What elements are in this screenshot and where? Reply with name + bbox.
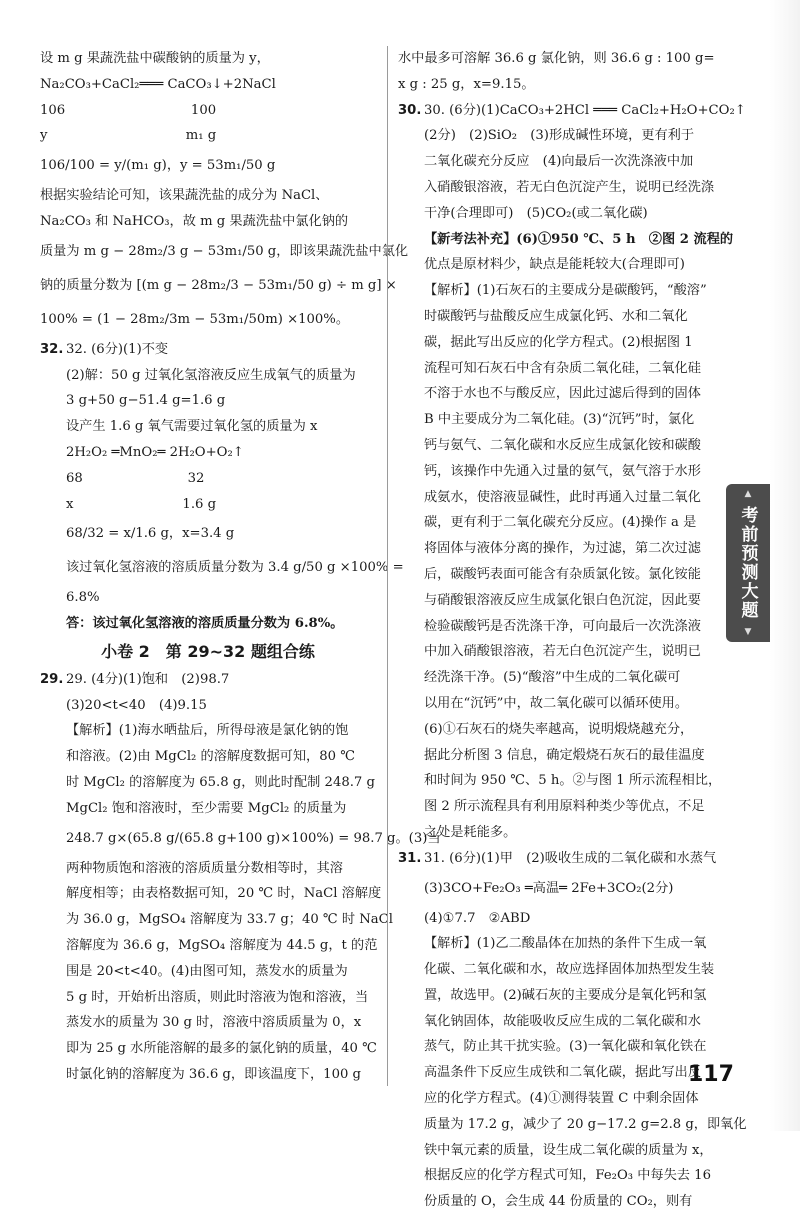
section-heading: 小卷 2 第 29~32 题组合练 bbox=[101, 641, 315, 661]
text-line: Na₂CO₃ 和 NaHCO₃，故 m g 果蔬洗盐中氯化钠的 bbox=[40, 213, 349, 229]
text-line: 之处是耗能多。 bbox=[424, 824, 517, 840]
text-line: 蒸发水的质量为 30 g 时，溶液中溶质质量为 0，x bbox=[66, 1015, 362, 1031]
question-text: 30. (6分)(1)CaCO₃+2HCl ═══ CaCl₂+H₂O+CO₂↑ bbox=[424, 102, 746, 118]
new-method-line: 【新考法补充】(6)①950 ℃、5 h ②图 2 流程的 bbox=[424, 231, 734, 247]
equation-line: (3)3CO+Fe₂O₃ ═高温═ 2Fe+3CO₂(2分) bbox=[424, 880, 674, 896]
equation-ratio-line: 68 32 bbox=[66, 470, 205, 486]
text-line: 3 g+50 g−51.4 g=1.6 g bbox=[66, 393, 226, 409]
text-line: (6)①石灰石的烧失率越高，说明煅烧越充分， bbox=[424, 721, 694, 737]
text-line: 碳，据此写出反应的化学方程式。(2)根据图 1 bbox=[424, 334, 693, 350]
text-line: MgCl₂ 饱和溶液时，至少需要 MgCl₂ 的质量为 bbox=[66, 800, 347, 816]
text-line: 检验碳酸钙是否洗涤干净，可向最后一次洗涤液 bbox=[424, 618, 701, 634]
question-32-header bbox=[40, 337, 376, 363]
text-line: 248.7 g×(65.8 g/(65.8 g+100 g)×100%) = 98.7 g。(3)当 bbox=[66, 830, 441, 846]
text-line: 流程可知石灰石中含有杂质二氧化硅，二氧化硅 bbox=[424, 360, 701, 376]
question-text: 31. (6分)(1)甲 (2)吸收生成的二氧化碳和水蒸气 bbox=[424, 850, 717, 866]
text-line: 以用在“沉钙”中，故二氧化碳可以循环使用。 bbox=[424, 695, 689, 711]
question-text: 29. (4分)(1)饱和 (2)98.7 bbox=[66, 671, 230, 687]
text-line: 与硝酸银溶液反应生成氯化银白色沉淀，因此要 bbox=[424, 592, 701, 608]
text-line: 100% = (1 − 28m₂/3m − 53m₁/50m) ×100%。 bbox=[40, 311, 350, 327]
analysis-line: 【解析】(1)石灰石的主要成分是碳酸钙，“酸溶” bbox=[424, 283, 707, 299]
text-line: 成氨水，使溶液显碱性，此时再通入过量二氧化 bbox=[424, 489, 701, 505]
equation-ratio-line: x 1.6 g bbox=[66, 496, 217, 512]
equation-line: 2H₂O₂ ═MnO₂═ 2H₂O+O₂↑ bbox=[66, 444, 244, 460]
text-line: 份质量的 O，会生成 44 份质量的 CO₂，则有 bbox=[424, 1194, 693, 1210]
equation-ratio-line: 106 100 bbox=[40, 102, 217, 118]
text-line: 氧化钠固体，故能吸收反应生成的二氧化碳和水 bbox=[424, 1013, 701, 1029]
triangle-up-icon: ▲ bbox=[744, 489, 752, 499]
text-line: 置，故选甲。(2)碱石灰的主要成分是氧化钙和氢 bbox=[424, 987, 707, 1003]
question-number: 31. bbox=[398, 850, 422, 866]
question-number: 29. bbox=[40, 671, 64, 687]
text-line: 不溶于水也不与酸反应，因此过滤后得到的固体 bbox=[424, 386, 701, 402]
equation-line: Na₂CO₃+CaCl₂═══ CaCO₃↓+2NaCl bbox=[40, 76, 276, 92]
text-line: 和溶液。(2)由 MgCl₂ 的溶解度数据可知，80 ℃ bbox=[66, 749, 355, 765]
page-edge-shade bbox=[770, 0, 800, 1131]
text-line: 为 36.0 g，MgSO₄ 溶解度为 33.7 g；40 ℃ 时 NaCl bbox=[66, 912, 393, 928]
text-line: 干净(合理即可) (5)CO₂(或二氧化碳) bbox=[424, 205, 648, 221]
text-line: 时 MgCl₂ 的溶解度为 65.8 g，则此时配制 248.7 g bbox=[66, 774, 375, 790]
text-line: 即为 25 g 水所能溶解的最多的氯化钠的质量，40 ℃ bbox=[66, 1041, 377, 1057]
text-line: 中加入硝酸银溶液，若无白色沉淀产生，说明已 bbox=[424, 644, 701, 660]
text-line: 根据实验结论可知，该果蔬洗盐的成分为 NaCl、 bbox=[40, 188, 329, 204]
text-line: 将固体与液体分离的操作，为过滤，第二次过滤 bbox=[424, 541, 701, 557]
sidebar-tab bbox=[726, 484, 770, 642]
text-line: 设 m g 果蔬洗盐中碳酸钠的质量为 y， bbox=[40, 51, 270, 66]
question-number: 32. bbox=[40, 341, 64, 357]
text-line: 质量为 m g − 28m₂/3 g − 53m₁/50 g，即该果蔬洗盐中氯化 bbox=[40, 243, 409, 259]
proportion-line: 68/32 = x/1.6 g，x=3.4 g bbox=[66, 526, 235, 542]
text-line: 时碳酸钙与盐酸反应生成氯化钙、水和二氧化 bbox=[424, 308, 688, 324]
text-line: 蒸气，防止其干扰实验。(3)一氧化碳和氧化铁在 bbox=[424, 1039, 707, 1055]
text-line: 解度相等；由表格数据可知，20 ℃ 时，NaCl 溶解度 bbox=[66, 886, 382, 902]
text-line: 两种物质饱和溶液的溶质质量分数相等时，其溶 bbox=[66, 860, 343, 876]
text-line: 质量为 17.2 g，减少了 20 g−17.2 g=2.8 g，即氧化 bbox=[424, 1116, 747, 1132]
text-line: (2分) (2)SiO₂ (3)形成碱性环境，更有利于 bbox=[424, 128, 695, 144]
text-line: 水中最多可溶解 36.6 g 氯化钠，则 36.6 g : 100 g= bbox=[398, 51, 715, 66]
column-divider bbox=[387, 46, 388, 1086]
text-line: (2)解：50 g 过氧化氢溶液反应生成氧气的质量为 bbox=[66, 367, 356, 383]
text-line: 和时间为 950 ℃、5 h。②与图 1 所示流程相比， bbox=[424, 773, 722, 789]
text-line: 应的化学方程式。(4)①测得装置 C 中剩余固体 bbox=[424, 1091, 699, 1107]
triangle-down-icon: ▼ bbox=[744, 627, 752, 637]
text-line: 经洗涤干净。(5)“酸溶”中生成的二氧化碳可 bbox=[424, 670, 681, 686]
text-line: 二氧化碳充分反应 (4)向最后一次洗涤液中加 bbox=[424, 154, 694, 170]
question-text: 32. (6分)(1)不变 bbox=[66, 341, 169, 357]
text-line: 钙，该操作中先通入过量的氨气，氨气溶于水形 bbox=[424, 463, 701, 479]
question-31-header bbox=[398, 846, 717, 872]
equation-ratio-line: y m₁ g bbox=[40, 128, 217, 144]
proportion-line: 106/100 = y/(m₁ g)，y = 53m₁/50 g bbox=[40, 158, 276, 174]
answer-line: 答：该过氧化氢溶液的溶质质量分数为 6.8%。 bbox=[66, 616, 344, 632]
text-line: 6.8% bbox=[66, 590, 100, 606]
question-number: 30. bbox=[398, 102, 422, 118]
text-line: 该过氧化氢溶液的溶质质量分数为 3.4 g/50 g ×100% = bbox=[66, 560, 404, 576]
question-30-header bbox=[398, 98, 746, 124]
text-line: 据此分析图 3 信息，确定煅烧石灰石的最佳温度 bbox=[424, 747, 705, 763]
text-line: 根据反应的化学方程式可知，Fe₂O₃ 中每失去 16 bbox=[424, 1168, 711, 1184]
text-line: 图 2 所示流程具有利用原料种类少等优点，不足 bbox=[424, 799, 705, 815]
sidebar-label: 考前预测大题 bbox=[737, 506, 758, 620]
text-line: x g : 25 g，x=9.15。 bbox=[398, 76, 535, 92]
text-line: 铁中氧元素的质量，设生成二氧化碳的质量为 x， bbox=[424, 1142, 713, 1158]
text-line: 设产生 1.6 g 氧气需要过氧化氢的质量为 x bbox=[66, 419, 318, 435]
text-line: 后，碳酸钙表面可能含有杂质氯化铵。氯化铵能 bbox=[424, 566, 701, 582]
text-line: 优点是原材料少，缺点是能耗较大(合理即可) bbox=[424, 257, 685, 273]
question-29-header bbox=[40, 667, 376, 693]
text-line: 钙与氨气、二氧化碳和水反应生成氯化铵和碳酸 bbox=[424, 437, 701, 453]
text-line: (3)20<t<40 (4)9.15 bbox=[66, 697, 207, 713]
text-line: 化碳、二氧化碳和水，故应选择固体加热型发生装 bbox=[424, 962, 715, 978]
text-line: 5 g 时，开始析出溶质，则此时溶液为饱和溶液，当 bbox=[66, 989, 369, 1005]
text-line: 时氯化钠的溶解度为 36.6 g，即该温度下，100 g bbox=[66, 1066, 361, 1082]
text-line: B 中主要成分为二氧化硅。(3)“沉钙”时，氯化 bbox=[424, 412, 695, 428]
text-line: (4)①7.7 ②ABD bbox=[424, 910, 531, 926]
text-line: 高温条件下反应生成铁和二氧化碳，据此写出反 bbox=[424, 1065, 701, 1081]
text-line: 入硝酸银溶液，若无白色沉淀产生，说明已经洗涤 bbox=[424, 179, 715, 195]
right-column bbox=[398, 46, 747, 1215]
analysis-line: 【解析】(1)乙二酸晶体在加热的条件下生成一氧 bbox=[424, 936, 707, 952]
analysis-line: 【解析】(1)海水晒盐后，所得母液是氯化钠的饱 bbox=[66, 723, 349, 739]
text-line: 围是 20<t<40。(4)由图可知，蒸发水的质量为 bbox=[66, 963, 348, 979]
text-line: 钠的质量分数为 [(m g − 28m₂/3 − 53m₁/50 g) ÷ m g] × bbox=[40, 277, 397, 293]
page-number: 117 bbox=[688, 1062, 734, 1087]
text-line: 溶解度为 36.6 g，MgSO₄ 溶解度为 44.5 g，t 的范 bbox=[66, 937, 378, 953]
text-line: 碳，更有利于二氧化碳充分反应。(4)操作 a 是 bbox=[424, 515, 697, 531]
